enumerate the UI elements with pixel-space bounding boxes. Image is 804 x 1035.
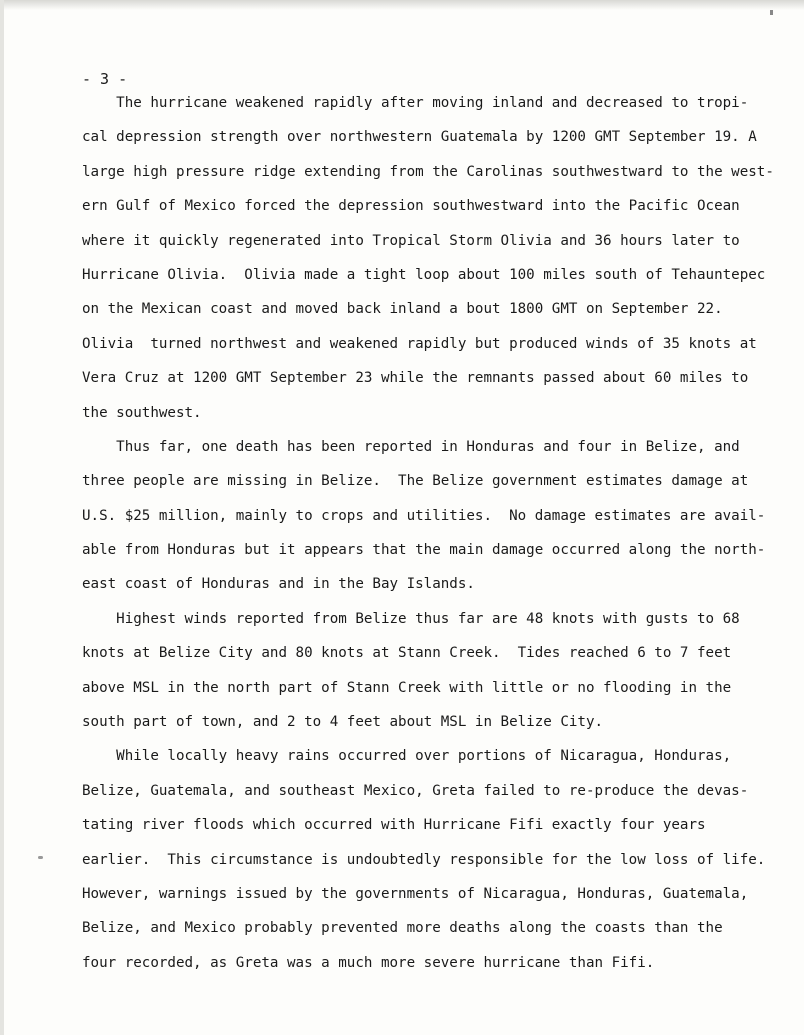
text-line: ern Gulf of Mexico forced the depression southwestward into the Pacific Ocean xyxy=(82,198,740,215)
document-body xyxy=(82,92,772,986)
page-number: - 3 - xyxy=(82,70,128,88)
paragraph xyxy=(82,608,772,746)
text-line: on the Mexican coast and moved back inland a bout 1800 GMT on September 22. xyxy=(82,301,723,318)
paragraph xyxy=(82,436,772,608)
text-line: south part of town, and 2 to 4 feet about MSL in Belize City. xyxy=(82,714,604,731)
text-line: Highest winds reported from Belize thus far are 48 knots with gusts to 68 xyxy=(82,610,740,627)
text-line: Vera Cruz at 1200 GMT September 23 while the remnants passed about 60 miles to xyxy=(82,370,749,387)
text-line: Hurricane Olivia. Olivia made a tight loop about 100 miles south of Tehauntepec xyxy=(82,266,766,283)
scan-speck xyxy=(770,10,773,15)
scan-speck xyxy=(38,856,43,859)
text-line: Thus far, one death has been reported in Honduras and four in Belize, and xyxy=(82,438,740,455)
text-line: Olivia turned northwest and weakened rapidly but produced winds of 35 knots at xyxy=(82,335,757,352)
text-line: above MSL in the north part of Stann Creek with little or no flooding in the xyxy=(82,679,732,696)
text-line: where it quickly regenerated into Tropical Storm Olivia and 36 hours later to xyxy=(82,232,740,249)
text-line: tating river floods which occurred with Hurricane Fifi exactly four years xyxy=(82,817,706,834)
paragraph xyxy=(82,745,772,986)
text-line: three people are missing in Belize. The Belize government estimates damage at xyxy=(82,473,749,490)
scan-top-edge xyxy=(0,0,804,10)
text-line: However, warnings issued by the governments of Nicaragua, Honduras, Guatemala, xyxy=(82,885,749,902)
text-line: Belize, and Mexico probably prevented more deaths along the coasts than the xyxy=(82,920,723,937)
text-line: able from Honduras but it appears that the main damage occurred along the north- xyxy=(82,542,766,559)
text-line: U.S. $25 million, mainly to crops and utilities. No damage estimates are avail- xyxy=(82,507,766,524)
text-line: east coast of Honduras and in the Bay Islands. xyxy=(82,576,475,593)
text-line: earlier. This circumstance is undoubtedly responsible for the low loss of life. xyxy=(82,851,766,868)
text-line: The hurricane weakened rapidly after moving inland and decreased to tropi- xyxy=(82,95,749,111)
text-line: the southwest. xyxy=(82,404,202,421)
text-line: cal depression strength over northwestern Guatemala by 1200 GMT September 19. A xyxy=(82,129,757,146)
text-line: large high pressure ridge extending from the Carolinas southwestward to the west- xyxy=(82,163,774,180)
text-line: four recorded, as Greta was a much more severe hurricane than Fifi. xyxy=(82,954,655,971)
paragraph xyxy=(82,92,772,436)
text-line: knots at Belize City and 80 knots at Stann Creek. Tides reached 6 to 7 feet xyxy=(82,645,732,662)
text-line: Belize, Guatemala, and southeast Mexico, Greta failed to re-produce the devas- xyxy=(82,782,749,799)
text-line: While locally heavy rains occurred over portions of Nicaragua, Honduras, xyxy=(82,748,732,765)
scan-left-edge xyxy=(0,0,4,1035)
